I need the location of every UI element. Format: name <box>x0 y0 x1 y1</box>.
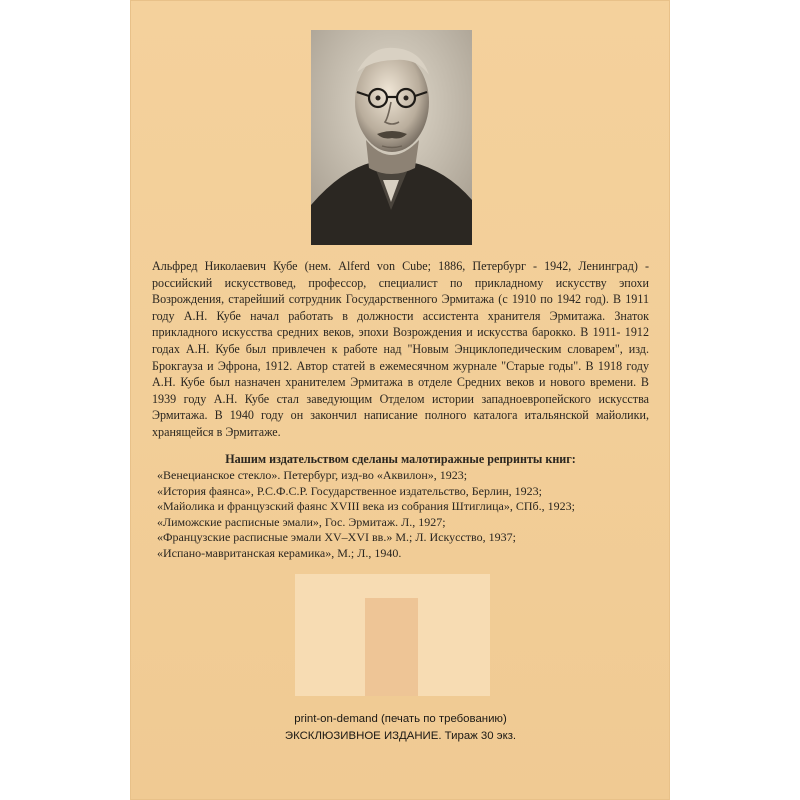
print-on-demand-note: print-on-demand (печать по требованию) <box>294 713 507 725</box>
barcode-placeholder <box>365 598 418 696</box>
edition-note: ЭКСКЛЮЗИВНОЕ ИЗДАНИЕ. Тираж 30 экз. <box>284 730 517 742</box>
list-item: «Венецианское стекло». Петербург, изд-во «Аквилон», 1923; <box>157 468 468 482</box>
author-portrait <box>311 30 472 245</box>
list-item: «Майолика и французский фаянс XVIII века из собрания Штиглица», СПб., 1923; <box>157 499 575 514</box>
list-item: «История фаянса», Р.С.Ф.С.Р. Государственное издательство, Берлин, 1923; <box>157 483 543 498</box>
portrait-photo-icon <box>311 30 472 245</box>
author-biography: Альфред Николаевич Кубе (нем. Alferd von Cube; 1886, Петербург - 1942, Ленинград) - российский искусствовед, профессор, специалист по прикладному искусству эпохи Возрождения, старейший сотрудник Государственного Эрмитажа (с 1910 по 1942 год). В 1911 году А.Н. Кубе начал работать в должности ассистента хранителя Эрмитажа. Знаток прикладного искусства средних веков, эпохи Возрождения и искусства барокко. В 1911- 1912 годах А.Н. Кубе был привлечен к работе над "Новым Энциклопедическим словарем", изд. Брокгауза и Эфрона, 1912. Автор статей в ежемесячном журнале "Старые годы". В 1918 году А.Н. Кубе был назначен хранителем Эрмитажа в отделе Средних веков и нового времени. В 1939 году А.Н. Кубе стал заведующим Отделом истории западноевропейского искусства Эрмитажа. В 1940 году он закончил написание полного каталога итальянской майолики, хранящейся в Эрмитаже. <box>152 259 649 439</box>
reprints-heading: Нашим издательством сделаны малотиражные репринты книг: <box>225 452 576 466</box>
list-item: «Лиможские расписные эмали», Гос. Эрмитаж. Л., 1927; <box>157 514 446 529</box>
reprints-list <box>157 468 647 562</box>
list-item: «Французские расписные эмали XV–XVI вв.» М.; Л. Искусство, 1937; <box>157 530 516 545</box>
list-item: «Испано-мавританская керамика», М.; Л., 1940. <box>157 545 402 560</box>
